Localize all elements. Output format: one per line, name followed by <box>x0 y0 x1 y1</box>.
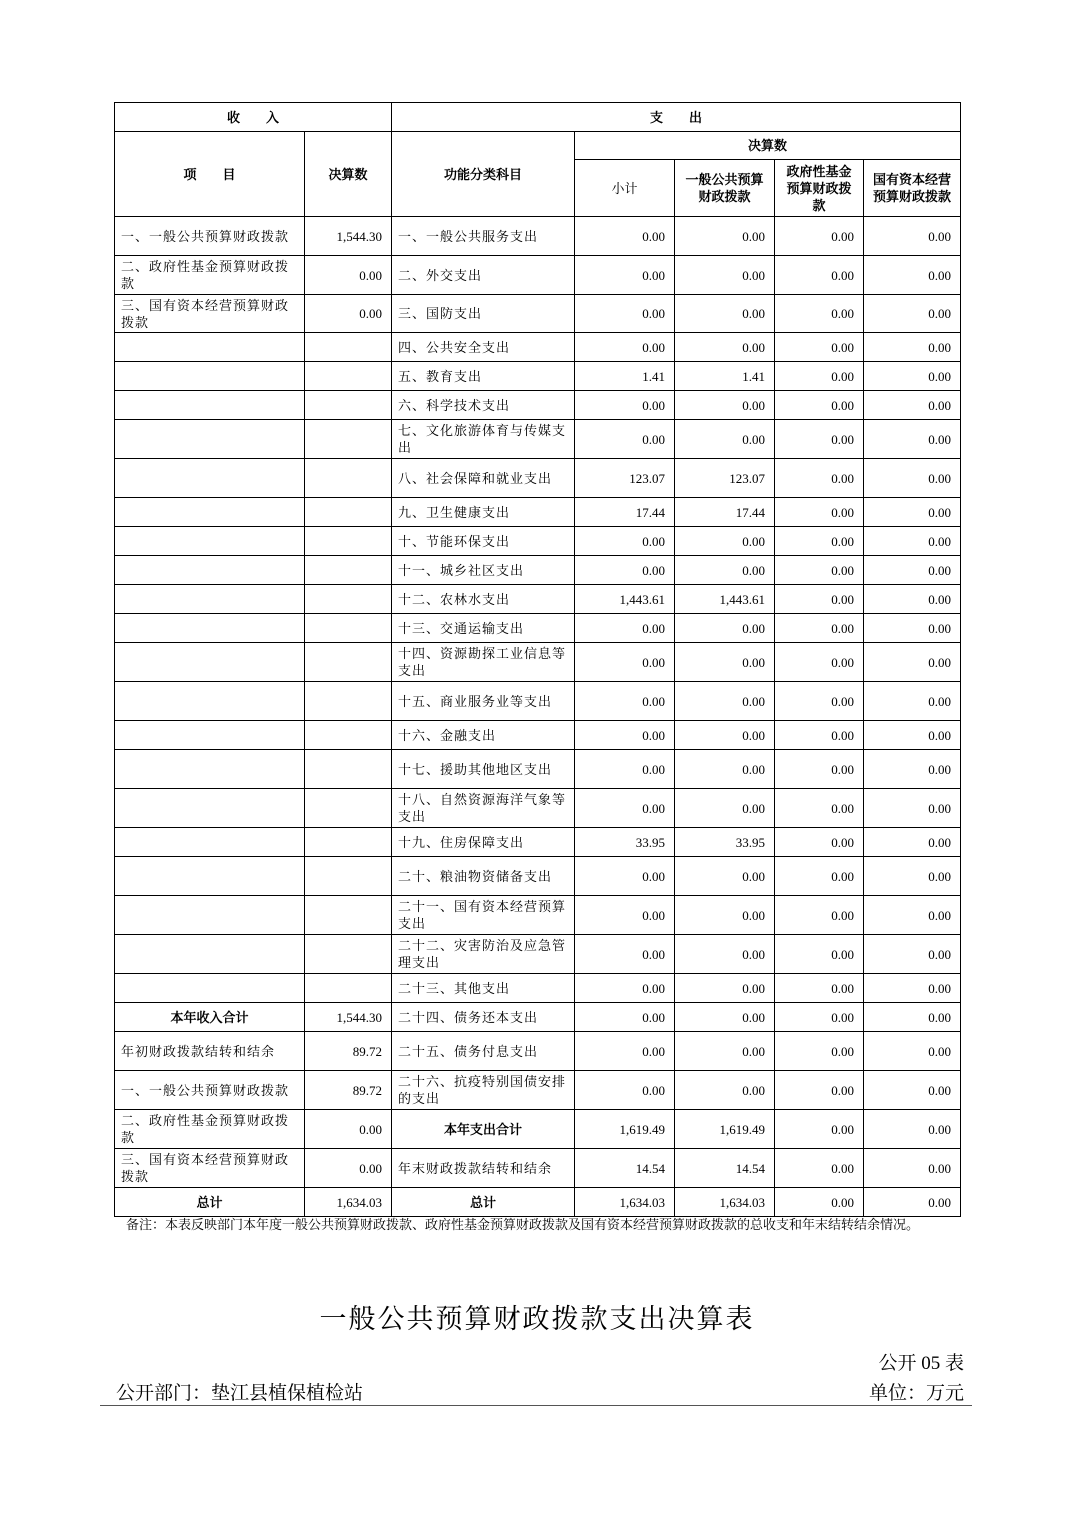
table-row <box>115 643 961 682</box>
table-row <box>115 1188 961 1217</box>
gen-public-cell: 0.00 <box>675 1003 775 1032</box>
header-item: 项 目 <box>115 132 305 217</box>
gov-fund-cell: 0.00 <box>775 789 864 828</box>
expense-item-cell: 十二、农林水支出 <box>392 585 575 614</box>
subtotal-cell: 1,443.61 <box>575 585 675 614</box>
income-amount-cell: 1,544.30 <box>305 1003 392 1032</box>
income-item-cell: 一、一般公共预算财政拨款 <box>115 217 305 256</box>
income-item-cell: 二、政府性基金预算财政拨款 <box>115 256 305 295</box>
table-row <box>115 333 961 362</box>
gov-fund-cell: 0.00 <box>775 585 864 614</box>
income-item-cell <box>115 556 305 585</box>
subtotal-cell: 0.00 <box>575 333 675 362</box>
expense-item-cell: 二十四、债务还本支出 <box>392 1003 575 1032</box>
gov-fund-cell: 0.00 <box>775 721 864 750</box>
income-item-cell: 一、一般公共预算财政拨款 <box>115 1071 305 1110</box>
state-capital-cell: 0.00 <box>864 333 961 362</box>
subtotal-cell: 0.00 <box>575 1032 675 1071</box>
gen-public-cell: 1,619.49 <box>675 1110 775 1149</box>
expense-item-cell: 二十三、其他支出 <box>392 974 575 1003</box>
gov-fund-cell: 0.00 <box>775 295 864 333</box>
income-amount-cell <box>305 643 392 682</box>
table-row <box>115 459 961 498</box>
income-item-cell <box>115 391 305 420</box>
gen-public-cell: 0.00 <box>675 682 775 721</box>
gov-fund-cell: 0.00 <box>775 614 864 643</box>
expense-item-cell: 十七、援助其他地区支出 <box>392 750 575 789</box>
state-capital-cell: 0.00 <box>864 935 961 974</box>
state-capital-cell: 0.00 <box>864 643 961 682</box>
gov-fund-cell: 0.00 <box>775 333 864 362</box>
state-capital-cell: 0.00 <box>864 896 961 935</box>
income-amount-cell <box>305 333 392 362</box>
gen-public-cell: 0.00 <box>675 857 775 896</box>
table-row <box>115 789 961 828</box>
table-row <box>115 1003 961 1032</box>
state-capital-cell: 0.00 <box>864 750 961 789</box>
table-row <box>115 721 961 750</box>
next-table-title: 一般公共预算财政拨款支出决算表 <box>319 1304 755 1334</box>
table-row <box>115 1032 961 1071</box>
gen-public-cell: 0.00 <box>675 643 775 682</box>
subtotal-cell: 0.00 <box>575 974 675 1003</box>
income-amount-cell <box>305 974 392 1003</box>
subtotal-cell: 0.00 <box>575 614 675 643</box>
gov-fund-cell: 0.00 <box>775 459 864 498</box>
gen-public-cell: 0.00 <box>675 974 775 1003</box>
income-item-cell <box>115 896 305 935</box>
gen-public-cell: 17.44 <box>675 498 775 527</box>
subtotal-cell: 0.00 <box>575 721 675 750</box>
state-capital-cell: 0.00 <box>864 789 961 828</box>
income-item-cell: 二、政府性基金预算财政拨款 <box>115 1110 305 1149</box>
expense-item-cell: 二十六、抗疫特别国债安排的支出 <box>392 1071 575 1110</box>
gen-public-cell: 33.95 <box>675 828 775 857</box>
state-capital-cell: 0.00 <box>864 420 961 459</box>
subtotal-cell: 33.95 <box>575 828 675 857</box>
gen-public-cell: 0.00 <box>675 420 775 459</box>
state-capital-cell: 0.00 <box>864 362 961 391</box>
divider <box>100 1405 972 1406</box>
fiscal-appropriation-table <box>114 102 961 1217</box>
income-item-cell <box>115 527 305 556</box>
gov-fund-cell: 0.00 <box>775 1110 864 1149</box>
gen-public-cell: 0.00 <box>675 896 775 935</box>
expense-item-cell: 二十、粮油物资储备支出 <box>392 857 575 896</box>
income-amount-cell: 89.72 <box>305 1032 392 1071</box>
gen-public-cell: 0.00 <box>675 333 775 362</box>
gen-public-cell: 0.00 <box>675 556 775 585</box>
income-item-cell <box>115 362 305 391</box>
gen-public-cell: 0.00 <box>675 750 775 789</box>
expense-item-cell: 总计 <box>392 1188 575 1217</box>
gov-fund-cell: 0.00 <box>775 420 864 459</box>
gen-public-cell: 123.07 <box>675 459 775 498</box>
subtotal-cell: 0.00 <box>575 295 675 333</box>
header-func-class: 功能分类科目 <box>392 132 575 217</box>
subtotal-cell: 0.00 <box>575 556 675 585</box>
header-decision: 决算数 <box>575 132 961 160</box>
state-capital-cell: 0.00 <box>864 614 961 643</box>
table-row <box>115 857 961 896</box>
income-item-cell <box>115 935 305 974</box>
expense-item-cell: 十、节能环保支出 <box>392 527 575 556</box>
income-item-cell <box>115 585 305 614</box>
expense-item-cell: 四、公共安全支出 <box>392 333 575 362</box>
gen-public-cell: 14.54 <box>675 1149 775 1188</box>
table-row <box>115 1071 961 1110</box>
income-amount-cell <box>305 391 392 420</box>
gen-public-cell: 1.41 <box>675 362 775 391</box>
table-row <box>115 614 961 643</box>
state-capital-cell: 0.00 <box>864 1110 961 1149</box>
state-capital-cell: 0.00 <box>864 1003 961 1032</box>
header-amount: 决算数 <box>305 132 392 217</box>
expense-item-cell: 本年支出合计 <box>392 1110 575 1149</box>
table-row <box>115 256 961 295</box>
subtotal-cell: 0.00 <box>575 682 675 721</box>
gov-fund-cell: 0.00 <box>775 935 864 974</box>
state-capital-cell: 0.00 <box>864 527 961 556</box>
expense-item-cell: 十三、交通运输支出 <box>392 614 575 643</box>
gov-fund-cell: 0.00 <box>775 362 864 391</box>
subtotal-cell: 0.00 <box>575 857 675 896</box>
table-row <box>115 527 961 556</box>
table-row <box>115 974 961 1003</box>
income-item-cell: 三、国有资本经营预算财政拨款 <box>115 1149 305 1188</box>
subtotal-cell: 0.00 <box>575 1071 675 1110</box>
table-row <box>115 750 961 789</box>
state-capital-cell: 0.00 <box>864 217 961 256</box>
expense-item-cell: 五、教育支出 <box>392 362 575 391</box>
expense-item-cell: 十四、资源勘探工业信息等支出 <box>392 643 575 682</box>
unit-label: 单位：万元 <box>868 1383 964 1404</box>
expense-item-cell: 二十五、债务付息支出 <box>392 1032 575 1071</box>
gov-fund-cell: 0.00 <box>775 498 864 527</box>
header-state-capital: 国有资本经营预算财政拨款 <box>864 160 961 217</box>
subtotal-cell: 0.00 <box>575 896 675 935</box>
expense-item-cell: 一、一般公共服务支出 <box>392 217 575 256</box>
header-subtotal: 小计 <box>575 160 675 217</box>
income-item-cell <box>115 974 305 1003</box>
table-row <box>115 682 961 721</box>
income-amount-cell <box>305 459 392 498</box>
gov-fund-cell: 0.00 <box>775 643 864 682</box>
income-amount-cell <box>305 420 392 459</box>
expense-item-cell: 二十一、国有资本经营预算支出 <box>392 896 575 935</box>
state-capital-cell: 0.00 <box>864 1032 961 1071</box>
expense-item-cell: 十九、住房保障支出 <box>392 828 575 857</box>
state-capital-cell: 0.00 <box>864 585 961 614</box>
gen-public-cell: 0.00 <box>675 614 775 643</box>
gov-fund-cell: 0.00 <box>775 1003 864 1032</box>
income-item-cell <box>115 789 305 828</box>
gov-fund-cell: 0.00 <box>775 1032 864 1071</box>
expense-item-cell: 十一、城乡社区支出 <box>392 556 575 585</box>
gov-fund-cell: 0.00 <box>775 556 864 585</box>
state-capital-cell: 0.00 <box>864 256 961 295</box>
expense-item-cell: 九、卫生健康支出 <box>392 498 575 527</box>
income-item-cell <box>115 750 305 789</box>
table-row <box>115 362 961 391</box>
state-capital-cell: 0.00 <box>864 391 961 420</box>
income-amount-cell <box>305 896 392 935</box>
subtotal-cell: 0.00 <box>575 217 675 256</box>
table-row <box>115 498 961 527</box>
table-row <box>115 828 961 857</box>
gen-public-cell: 1,443.61 <box>675 585 775 614</box>
income-item-cell <box>115 682 305 721</box>
income-amount-cell <box>305 498 392 527</box>
gov-fund-cell: 0.00 <box>775 1188 864 1217</box>
gen-public-cell: 0.00 <box>675 295 775 333</box>
gen-public-cell: 0.00 <box>675 256 775 295</box>
income-amount-cell <box>305 614 392 643</box>
gov-fund-cell: 0.00 <box>775 750 864 789</box>
expense-item-cell: 十五、商业服务业等支出 <box>392 682 575 721</box>
income-item-cell <box>115 333 305 362</box>
income-item-cell <box>115 721 305 750</box>
subtotal-cell: 14.54 <box>575 1149 675 1188</box>
income-amount-cell: 0.00 <box>305 295 392 333</box>
table-row <box>115 420 961 459</box>
gen-public-cell: 0.00 <box>675 789 775 828</box>
table-row <box>115 935 961 974</box>
income-amount-cell <box>305 585 392 614</box>
income-amount-cell: 0.00 <box>305 1149 392 1188</box>
department-label: 公开部门：垫江县植保植检站 <box>116 1383 364 1404</box>
subtotal-cell: 123.07 <box>575 459 675 498</box>
header-gen-public: 一般公共预算财政拨款 <box>675 160 775 217</box>
gov-fund-cell: 0.00 <box>775 857 864 896</box>
state-capital-cell: 0.00 <box>864 857 961 896</box>
subtotal-cell: 0.00 <box>575 643 675 682</box>
table-note: 备注：本表反映部门本年度一般公共预算财政拨款、政府性基金预算财政拨款及国有资本经营预算财政拨款的总收支和年末结转结余情况。 <box>126 1217 920 1232</box>
state-capital-cell: 0.00 <box>864 682 961 721</box>
income-amount-cell <box>305 682 392 721</box>
state-capital-cell: 0.00 <box>864 498 961 527</box>
income-amount-cell <box>305 556 392 585</box>
gen-public-cell: 0.00 <box>675 721 775 750</box>
income-amount-cell: 0.00 <box>305 256 392 295</box>
income-item-cell <box>115 828 305 857</box>
table-row <box>115 1149 961 1188</box>
expense-item-cell: 六、科学技术支出 <box>392 391 575 420</box>
gov-fund-cell: 0.00 <box>775 527 864 556</box>
income-amount-cell: 0.00 <box>305 1110 392 1149</box>
gov-fund-cell: 0.00 <box>775 391 864 420</box>
gov-fund-cell: 0.00 <box>775 217 864 256</box>
expense-item-cell: 二十二、灾害防治及应急管理支出 <box>392 935 575 974</box>
expense-item-cell: 八、社会保障和就业支出 <box>392 459 575 498</box>
expense-item-cell: 十八、自然资源海洋气象等支出 <box>392 789 575 828</box>
income-item-cell: 年初财政拨款结转和结余 <box>115 1032 305 1071</box>
gov-fund-cell: 0.00 <box>775 974 864 1003</box>
subtotal-cell: 1,619.49 <box>575 1110 675 1149</box>
income-item-cell: 总计 <box>115 1188 305 1217</box>
income-amount-cell: 1,544.30 <box>305 217 392 256</box>
income-item-cell <box>115 420 305 459</box>
table-code: 公开 05 表 <box>878 1353 964 1374</box>
state-capital-cell: 0.00 <box>864 1188 961 1217</box>
table-row <box>115 391 961 420</box>
subtotal-cell: 0.00 <box>575 789 675 828</box>
state-capital-cell: 0.00 <box>864 721 961 750</box>
subtotal-cell: 0.00 <box>575 935 675 974</box>
table-row <box>115 585 961 614</box>
subtotal-cell: 0.00 <box>575 256 675 295</box>
state-capital-cell: 0.00 <box>864 295 961 333</box>
expense-item-cell: 三、国防支出 <box>392 295 575 333</box>
subtotal-cell: 1.41 <box>575 362 675 391</box>
expense-item-cell: 十六、金融支出 <box>392 721 575 750</box>
subtotal-cell: 0.00 <box>575 527 675 556</box>
gov-fund-cell: 0.00 <box>775 828 864 857</box>
income-amount-cell: 89.72 <box>305 1071 392 1110</box>
income-amount-cell <box>305 935 392 974</box>
income-item-cell <box>115 857 305 896</box>
subtotal-cell: 17.44 <box>575 498 675 527</box>
gov-fund-cell: 0.00 <box>775 1071 864 1110</box>
gen-public-cell: 0.00 <box>675 1032 775 1071</box>
subtotal-cell: 0.00 <box>575 750 675 789</box>
subtotal-cell: 1,634.03 <box>575 1188 675 1217</box>
header-expense: 支 出 <box>392 103 961 132</box>
income-amount-cell <box>305 857 392 896</box>
income-item-cell <box>115 643 305 682</box>
table-row <box>115 217 961 256</box>
income-item-cell <box>115 459 305 498</box>
income-amount-cell <box>305 527 392 556</box>
income-amount-cell <box>305 828 392 857</box>
income-item-cell: 三、国有资本经营预算财政拨款 <box>115 295 305 333</box>
gov-fund-cell: 0.00 <box>775 1149 864 1188</box>
gen-public-cell: 0.00 <box>675 391 775 420</box>
income-amount-cell <box>305 721 392 750</box>
expense-item-cell: 七、文化旅游体育与传媒支出 <box>392 420 575 459</box>
expense-item-cell: 年末财政拨款结转和结余 <box>392 1149 575 1188</box>
gov-fund-cell: 0.00 <box>775 896 864 935</box>
income-amount-cell <box>305 750 392 789</box>
income-amount-cell <box>305 362 392 391</box>
state-capital-cell: 0.00 <box>864 556 961 585</box>
header-gov-fund: 政府性基金预算财政拨款 <box>775 160 864 217</box>
gov-fund-cell: 0.00 <box>775 682 864 721</box>
income-item-cell: 本年收入合计 <box>115 1003 305 1032</box>
income-amount-cell: 1,634.03 <box>305 1188 392 1217</box>
income-item-cell <box>115 614 305 643</box>
table-body <box>115 217 961 1217</box>
state-capital-cell: 0.00 <box>864 828 961 857</box>
gen-public-cell: 0.00 <box>675 935 775 974</box>
state-capital-cell: 0.00 <box>864 974 961 1003</box>
state-capital-cell: 0.00 <box>864 1071 961 1110</box>
subtotal-cell: 0.00 <box>575 420 675 459</box>
subtotal-cell: 0.00 <box>575 1003 675 1032</box>
table-row <box>115 896 961 935</box>
state-capital-cell: 0.00 <box>864 459 961 498</box>
state-capital-cell: 0.00 <box>864 1149 961 1188</box>
expense-item-cell: 二、外交支出 <box>392 256 575 295</box>
income-amount-cell <box>305 789 392 828</box>
header-income: 收 入 <box>115 103 392 132</box>
table-row <box>115 1110 961 1149</box>
table-row <box>115 556 961 585</box>
gen-public-cell: 0.00 <box>675 217 775 256</box>
income-item-cell <box>115 498 305 527</box>
gen-public-cell: 0.00 <box>675 527 775 556</box>
table-row <box>115 295 961 333</box>
subtotal-cell: 0.00 <box>575 391 675 420</box>
gen-public-cell: 1,634.03 <box>675 1188 775 1217</box>
gen-public-cell: 0.00 <box>675 1071 775 1110</box>
gov-fund-cell: 0.00 <box>775 256 864 295</box>
